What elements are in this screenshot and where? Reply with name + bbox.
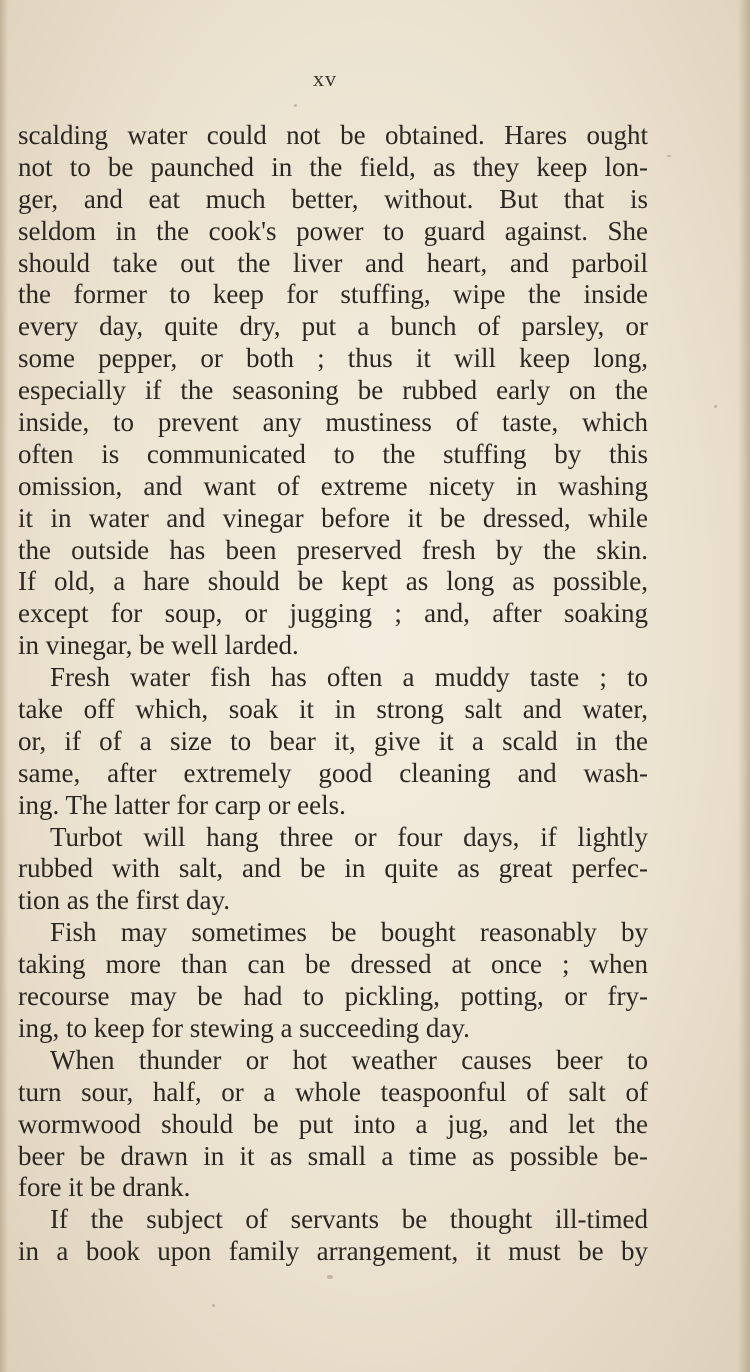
text-line: take off which, soak it in strong salt and water,	[18, 694, 648, 725]
text-line: should take out the liver and heart, and parboil	[18, 247, 648, 278]
text-line: Fresh water fish has often a muddy taste ; to	[50, 662, 648, 693]
text-line: the former to keep for stuffing, wipe the inside	[18, 279, 648, 310]
page-left-edge-shadow	[0, 0, 8, 1372]
text-line: ger, and eat much better, without. But that is	[18, 183, 648, 214]
text-line: beer be drawn in it as small a time as possible be-	[18, 1140, 648, 1171]
text-line: scalding water could not be obtained. Hares ought	[18, 120, 648, 150]
text-line: same, after extremely good cleaning and wash-	[18, 757, 648, 788]
text-line: some pepper, or both ; thus it will keep long,	[18, 343, 648, 374]
text-line: ing, to keep for stewing a succeeding day.	[18, 1012, 470, 1043]
text-line: turn sour, half, or a whole teaspoonful of salt of	[18, 1076, 648, 1107]
text-line: fore it be drank.	[18, 1172, 191, 1203]
text-line: tion as the first day.	[18, 885, 230, 916]
text-line: taking more than can be dressed at once ; when	[18, 949, 648, 980]
text-line: it in water and vinegar before it be dressed, while	[18, 502, 648, 533]
page-right-edge-shadow	[738, 0, 750, 1372]
body-text	[18, 120, 648, 1268]
paper-speck	[212, 1304, 215, 1307]
text-line: recourse may be had to pickling, potting, or fry-	[18, 981, 648, 1012]
text-line: Turbot will hang three or four days, if lightly	[50, 821, 648, 852]
text-line: not to be paunched in the field, as they keep lon-	[18, 151, 648, 182]
text-line: rubbed with salt, and be in quite as great perfec-	[18, 853, 648, 884]
text-line: every day, quite dry, put a bunch of parsley, or	[18, 311, 648, 342]
text-line: omission, and want of extreme nicety in washing	[18, 470, 648, 501]
text-line: If the subject of servants be thought ill-timed	[50, 1204, 648, 1235]
text-line: When thunder or hot weather causes beer to	[50, 1044, 648, 1075]
text-line: or, if of a size to bear it, give it a scald in the	[18, 725, 648, 756]
text-line: especially if the seasoning be rubbed early on the	[18, 375, 648, 406]
text-line: If old, a hare should be kept as long as possible,	[18, 566, 648, 597]
paper-speck	[294, 104, 297, 107]
text-line: inside, to prevent any mustiness of taste, which	[18, 407, 648, 438]
text-line: often is communicated to the stuffing by this	[18, 438, 648, 469]
paper-speck	[327, 1275, 333, 1279]
text-line: in a book upon family arrangement, it must be by	[18, 1236, 648, 1267]
text-line: the outside has been preserved fresh by the skin.	[18, 534, 648, 565]
paper-speck	[667, 155, 671, 157]
paper-speck	[714, 405, 717, 408]
page-number: xv	[313, 66, 337, 91]
text-line: seldom in the cook's power to guard against. She	[18, 215, 648, 246]
text-line: in vinegar, be well larded.	[18, 630, 299, 661]
text-line: except for soup, or jugging ; and, after soaking	[18, 598, 648, 629]
text-line: ing. The latter for carp or eels.	[18, 789, 346, 820]
text-line: wormwood should be put into a jug, and let the	[18, 1108, 648, 1139]
text-line: Fish may sometimes be bought reasonably by	[50, 917, 648, 948]
